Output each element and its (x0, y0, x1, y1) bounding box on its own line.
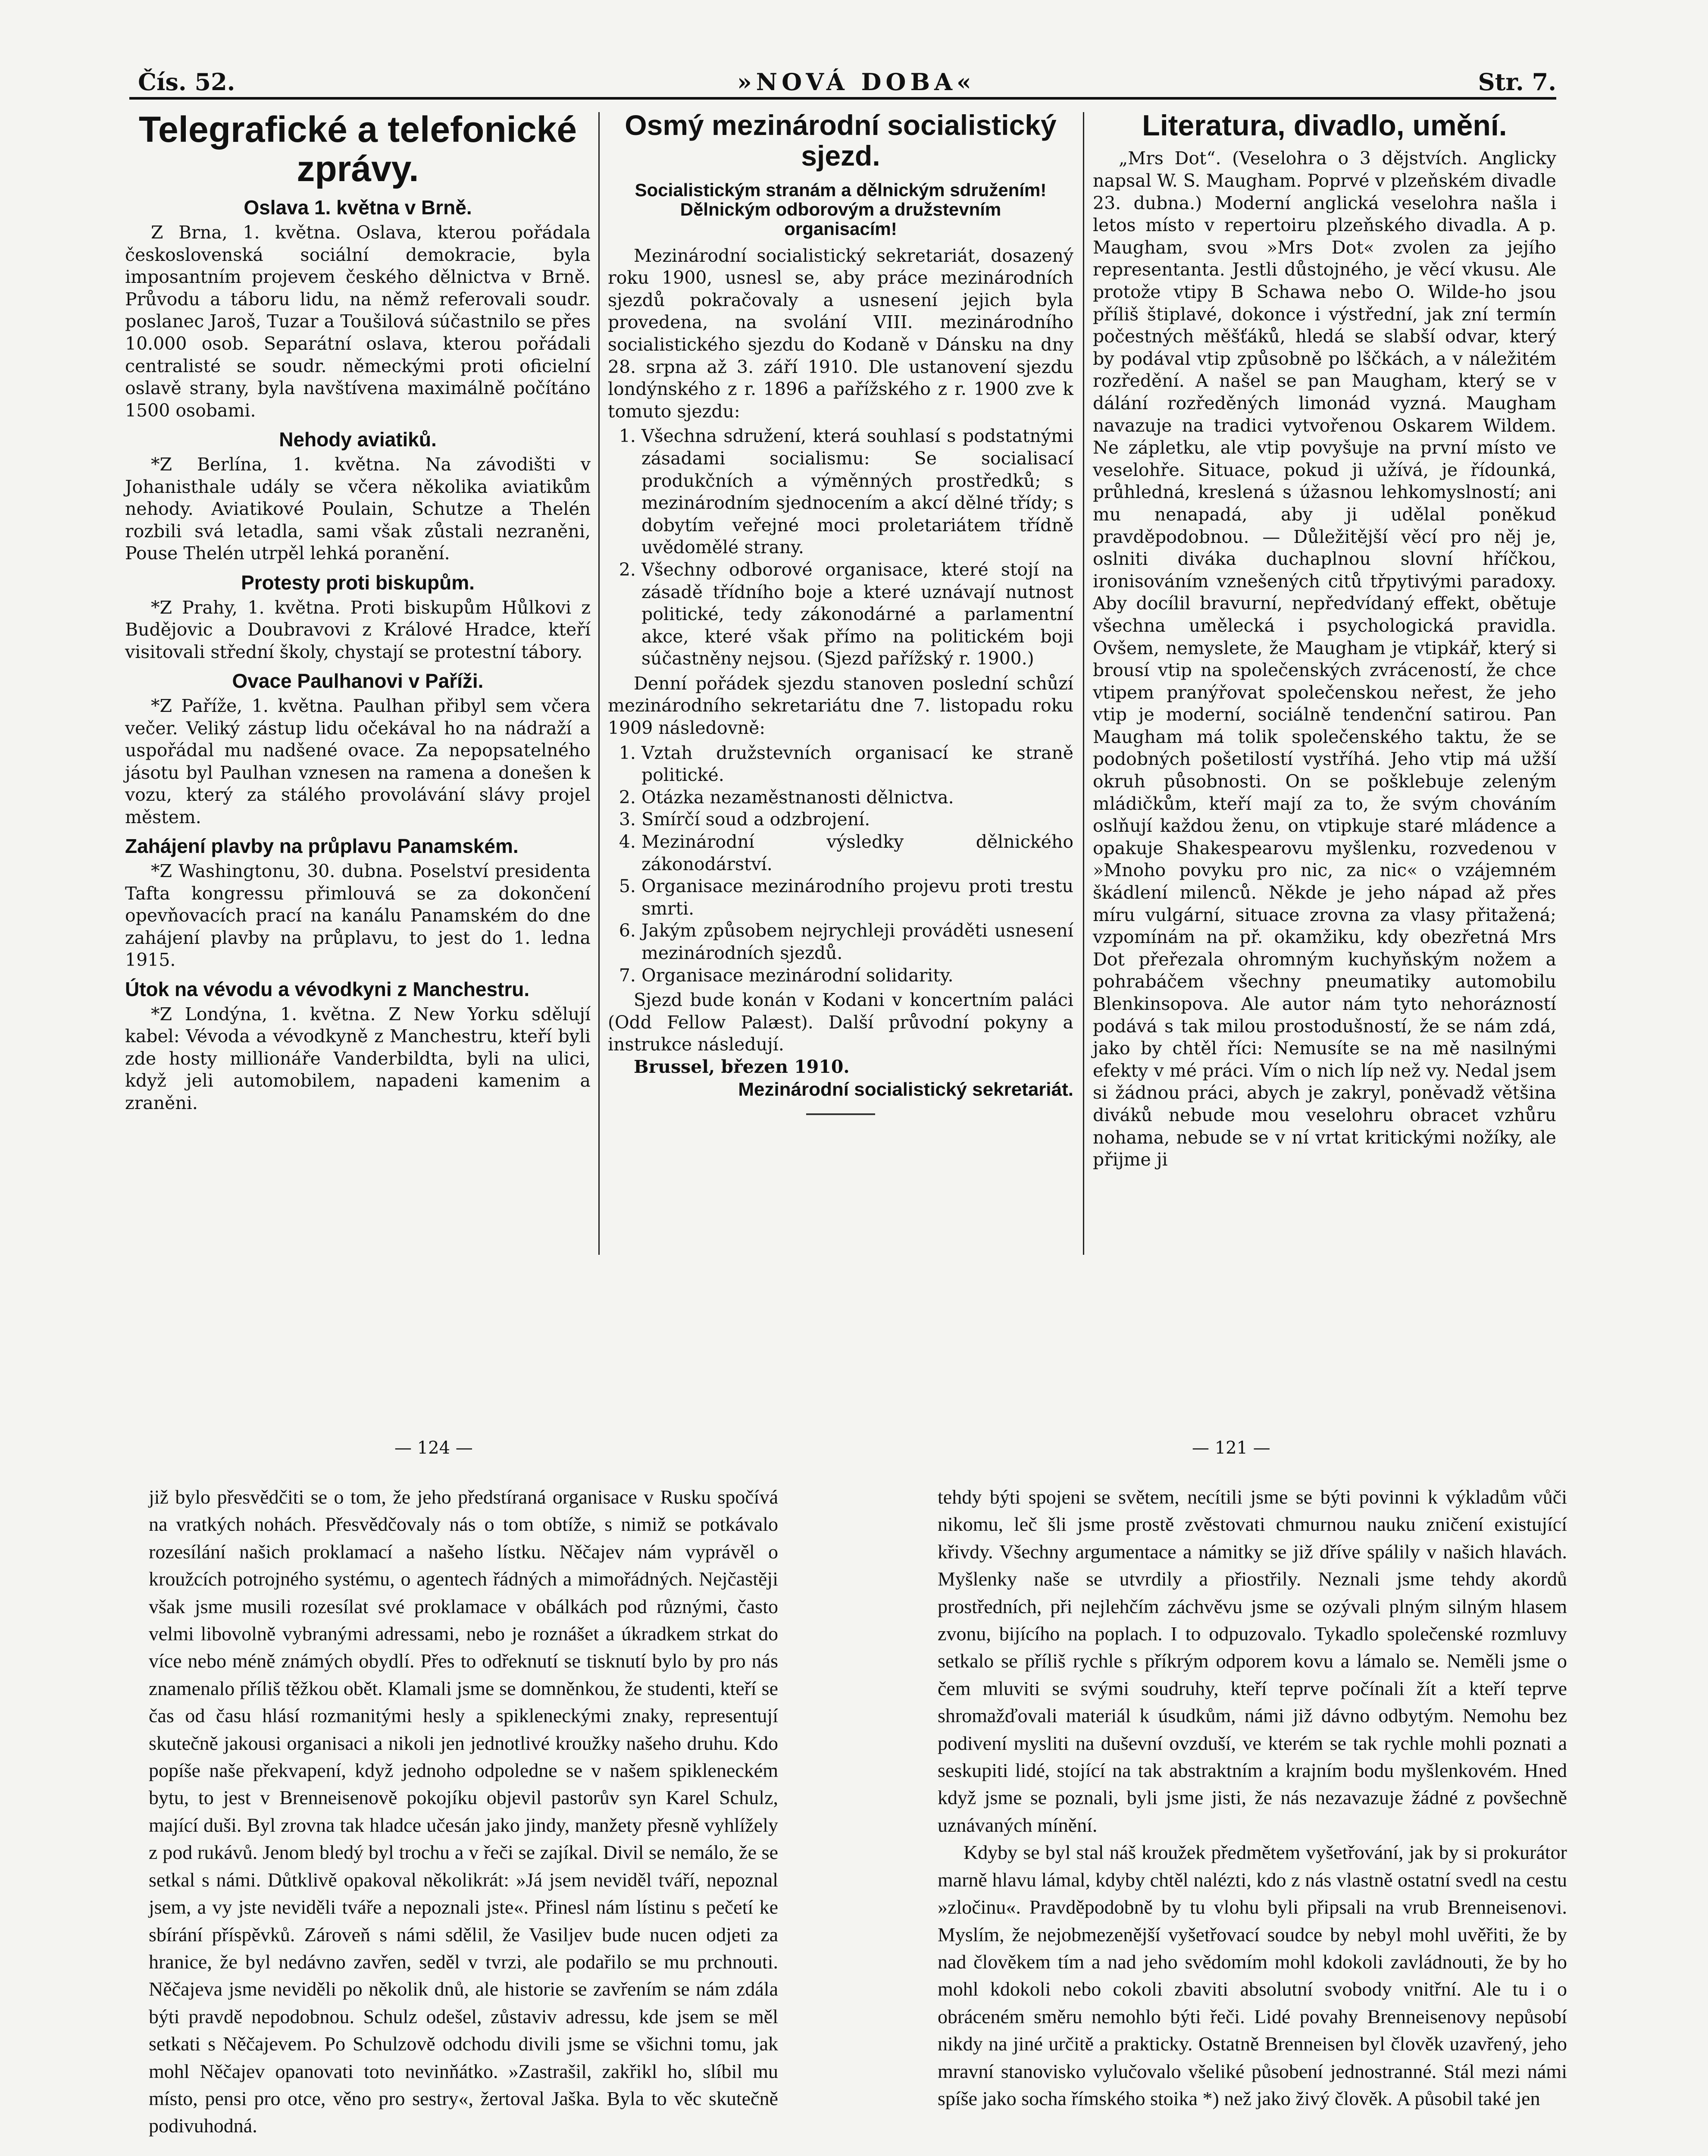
right-folio: — 121 — (1192, 1438, 1270, 1458)
list-item: 5. Organisace mezinárodního projevu proti trestu smrti. (641, 875, 1073, 920)
news-body: *Z Washingtonu, 30. dubna. Poselství presidenta Tafta kongressu přimlouvá se za dokončení opevňovacích prací na kanálu Panamském do dne zahájení plavby na průplavu, to jest do 1. ledna 1915. (125, 861, 591, 971)
news-title: Nehody aviatiků. (279, 428, 437, 451)
news-title: Útok na vévodu a vévodkyni z Manchestru. (125, 978, 530, 1001)
book-paragraph: tehdy býti spojeni se světem, necítili jsme se býti povinni k výkladům vůči nikomu, leč šli jsme prostě zvěstovati chmurnou nauku zničení existující křivdy. Všechny argumentace a námitky se již dříve spálily v našich hlavách. Myšlenky naše se utvrdily a přiostřily. Neznali jsme tehdy akordů prostředních, při nejlehčím záchvěvu jsme se ozývali plným silným hlasem zvonu, bijícího na poplach. I to odpuzovalo. Tykadlo společenské rozmluvy setkalo se příliš rychle s příkrým odporem kovu a lámalo se. Neměli jsme o čem mluviti se svými soudruhy, kteří teprve počínali žít a kteří teprve shromažďovali materiál k úsudkům, námi již dávno odbytým. Nemohu bez podivení mysliti na duševní ovzduší, ve kterém se tak rychle mohli poznati a seskupiti lidé, stojící na tak abstraktním a krajním bodu myšlenkovém. Hned když jsme se poznali, byli jsme jisti, že nás nezavazuje žádné z povšechně uznávaných mínění. (938, 1486, 1567, 1836)
column-telegrams (125, 110, 591, 1115)
list-item: 4. Mezinárodní výsledky dělnického zákonodárství. (641, 831, 1073, 875)
news-body: *Z Paříže, 1. května. Paulhan přibyl sem včera večer. Veliký zástup lidu očekával ho na nádraží a uspořádal mu nadšené ovace. Za nepopsatelného jásotu byl Paulhan vznesen na ramena a donešen k vozu, který za stálého provolávání slávy projel městem. (125, 695, 591, 827)
book-paragraph: Kdyby se byl stal náš kroužek předmětem vyšetřování, jak by si prokurátor marně hlavu lámal, kdyby chtěl nalézti, kdo z nás vlastně ostatní svedl na cestu »zločinu«. Pravděpodobně by tu vlohu byli připsali na vrub Brenneisenovi. Myslím, že nejobmezenější vyšetřovací soudce by nebyl mohl uvěřiti, že by nad člověkem tím a nad jeho svědomím mohl kdokoli zavládnouti, že by ho mohl kdokoli nebo cokoli zbaviti absolutní svobody vnitřní. Ale tu i o obráceném směru nemohlo býti řeči. Lidé povahy Brenneisenovy nepůsobí nikdy na jiné určitě a prakticky. Ostatně Brenneisen byl člověk uzavřený, jeho mravní stanovisko vylučovalo všeliké působení jednostranné. Stál mezi námi spíše jako socha římského stoika *) než jako živý člověk. A působil také jen (938, 1841, 1567, 2109)
list-item: 3. Smírčí soud a odzbrojení. (641, 808, 1073, 831)
masthead: »NOVÁ DOBA« (737, 68, 976, 96)
literature-heading: Literatura, divadlo, umění. (1142, 109, 1507, 142)
list-item: 7. Organisace mezinárodní solidarity. (641, 965, 1073, 987)
column-congress (608, 110, 1073, 1115)
place-date: Brussel, březen 1910. (634, 1056, 850, 1077)
invitee-list (608, 425, 1073, 670)
news-body: *Z Berlína, 1. května. Na závodišti v Johanisthale udály se včera několika aviatikům nehody. Aviatikové Poulain, Schutze a Thelén rozbili svá letadla, sami však zůstali nezraněni, Pouse Thelén utrpěl lehká poranění. (125, 454, 591, 564)
header-rule (129, 97, 1556, 100)
book-paragraph: již bylo přesvědčiti se o tom, že jeho předstíraná organisace v Rusku spočívá na vratkých nohách. Přesvědčovaly nás o tom obtíže, s nimiž se potkávalo rozesílání našich proklamací a našeho lístku. Něčajev nám vyprávěl o kroužcích potrojného systému, o agentech řádných a mimořádných. Nejčastěji však jsme musili rozesílat své proklamace v obálkách pod různými, často velmi libovolně vybranými adressami, nebo je roznášet a úkradkem strkat do více nebo méně známých obydlí. Přes to odřeknutí se tisknutí bylo by pro nás znamenalo příliš těžkou obět. Klamali jsme se domněnkou, že studenti, kteří se čas od času hlásí rozmanitými hesly a spikleneckými znaky, representují skutečně jakousi organisaci a nikoli jen jednotlivé kroužky našeho druhu. Kdo popíše naše překvapení, když jednoho odpoledne se v našem spikleneckém bytu, to jest v Brenneisenově pokojíku objevil pastorův syn Karel Schulz, mající duši. Byl zrovna tak hladce učesán jako jindy, manžety přesně vyhlížely z pod rukávů. Jenom bledý byl trochu a v řeči se zajíkal. Divil se nemálo, že se setkal s námi. Důtklivě opakoval několikrát: »Já jsem neviděl tváří, nepoznal jsem, a vy jste neviděli tváře a nepoznali jste«. Přinesl nám lístinu s pečetí ke sbírání příspěvků. Zároveň s námi sdělil, že Vasiljev bude nucen odjeti za hranice, že byl nedávno zavřen, seděl v tvrzi, ale podařilo se mu prchnouti. Něčajeva jsme neviděli po několik dnů, ale historie se zavřením se nám zdála býti pravdě nepodobnou. Schulz odešel, zůstaviv adressu, kde jsem se měl setkati s Něčajevem. Po Schulzově odchodu divili jsme se všichni tomu, jak mohl Něčajev opanovati toto nevinňátko. »Zastrašil, zakřikl ho, slíbil mu místo, pensi pro otce, věno pro sestry«, žertoval Jaška. Byla to věc skutečně podivuhodná. (149, 1486, 778, 2137)
news-body: Z Brna, 1. května. Oslava, kterou pořádala československá sociální demokracie, byla imposantním projevem českého dělnictva v Brně. Průvodu a táboru lidu, na němž referovali soudr. poslanec Jaroš, Tuzar a Toušilová súčastnilo se přes 10.000 osob. Separátní oslava, kterou pořádali centralisté se soudr. německými proti oficielní oslavě strany, byla navštívena maximálně počítáno 1500 osobami. (125, 222, 591, 421)
news-body: *Z Prahy, 1. května. Proti biskupům Hůlkovi z Budějovic a Doubravovi z Králové Hradce, kteří visitovali střední školy, chystají se protestní tábory. (125, 597, 591, 662)
news-title: Ovace Paulhanovi v Paříži. (232, 670, 484, 693)
congress-heading: Osmý mezinárodní socialistický sjezd. (625, 109, 1057, 172)
list-item: 6. Jakým způsobem nejrychleji prováděti usnesení mezinárodních sjezdů. (641, 920, 1073, 964)
agenda-list (608, 742, 1073, 987)
list-item: 1. Vztah družstevních organisací ke straně politické. (641, 742, 1073, 787)
list-item: 2. Otázka nezaměstnanosti dělnictva. (641, 787, 1073, 809)
page-label: Str. 7. (1478, 68, 1556, 96)
signature: Mezinárodní socialistický sekretariát. (738, 1078, 1073, 1100)
left-folio: — 124 — (394, 1438, 473, 1458)
congress-closing: Sjezd bude konán v Kodani v koncertním paláci (Odd Fellow Palæst). Další průvodní pokyny a instrukce následují. (608, 990, 1073, 1055)
news-body: *Z Londýna, 1. května. Z New Yorku sdělují kabel: Vévoda a vévodkyně z Manchestru, kteří byli zde hosty millionáře Vanderbildta, byli na ulici, když jeli automobilem, napadeni kamenim a zraněni. (125, 1003, 591, 1113)
agenda-intro: Denní pořádek sjezdu stanoven poslední schůzí mezinárodního sekretariátu dne 7. listopadu roku 1909 následovně: (608, 673, 1073, 739)
column-divider (598, 112, 600, 1255)
news-title: Zahájení plavby na průplavu Panamském. (125, 835, 519, 858)
list-item: 1. Všechna sdružení, která souhlasí s podstatnými zásadami socialismu: Se socialisací produkčních a výměnných prostředků; s mezinárodním sjednocením a akcí dělné třídy; s dobytím veřejné moci proletariátem třídně uvědomělé strany. (641, 425, 1073, 559)
news-title: Protesty proti biskupům. (241, 571, 475, 594)
section-end-rule (806, 1113, 875, 1115)
congress-intro: Mezinárodní socialistický sekretariát, dosazený roku 1900, usnesl se, aby práce mezinárodních sjezdů pokračovaly a usnesení jejich byla provedena, na svolání VIII. mezinárodního socialistického sjezdu do Kodaně v Dánsku na dny 28. srpna až 3. září 1910. Dle ustanovení sjezdu londýnského z r. 1896 a pařížského z r. 1900 zve k tomuto sjezdu: (608, 245, 1073, 422)
column-literature (1093, 110, 1556, 1171)
news-title: Oslava 1. května v Brně. (244, 196, 472, 219)
running-header (138, 65, 1556, 99)
congress-subheading: Socialistickým stranám a dělnickým sdružením! Dělnickým odborovým a družstevním organisacím! (635, 179, 1047, 239)
telegrams-heading: Telegrafické a telefonické zprávy. (138, 109, 577, 189)
review-body: „Mrs Dot“. (Veselohra o 3 dějstvích. Anglicky napsal W. S. Maugham. Poprvé v plzeňském divadle 23. dubna.) Moderní anglická veselohra našla i letos místo v repertoiru plzeňského divadla. A p. Maugham, svou »Mrs Dot« zvolen za jejího representanta. Jestli důstojného, je věcí vkusu. Ale protože vtipy B Schawa nebo O. Wilde-ho jsou příliš štiplavé, dokonce i výstřední, jak zní termín počestných měšťáků, hledá se slabší odvar, který by podával vtip způsobně po lščkách, a v náležitém rozředění. A našel se pan Maugham, který se v dálání rozředěných limonád vyzná. Maugham navazuje na tradici vytvořenou Oskarem Wildem. Ne zápletku, ale vtip povyšuje na první místo ve veselohře. Situace, pokud ji užívá, je řídounká, průhledná, kreslená s úžasnou lehkomyslností; ani mu nenapadá, aby ji udělal poněkud pravděpodobnou. — Důležitější věcí pro něj je, oslniti diváka duchaplnou slovní hříčkou, ironisováním vznešených citů třpytivými paradoxy. Aby docílil bravurní, nepředvídaný effekt, obětuje všechna umělecká i psychologická pravidla. Ovšem, nemyslete, že Maugham je vtipkář, který si brousí vtip na společenských zvráceností, že chce vtipem pranýřovat společenskou neřest, že jeho vtip je moderní, sociálně tendenční satirou. Pan Maugham má tolik společenského taktu, že se podobných pošetilostí vystříhá. Jeho vtip má užší okruh působnosti. On se pošklebuje zeleným mládičkům, kteří mají za to, že svým chováním oslňují každou ženu, on vtipkuje staré mládence a opakuje Shakespearovu myšlenku, rozvedenou v »Mnoho povyku pro nic, za nic« o vzájemném škádlení milenců. Někde je jeho nápad až přes míru vulgární, situace zrovna za vlasy přitažená; vzpomínám na př. okamžiku, kdy obezřetná Mrs Dot přeřezala ohromným kuchyňským nožem a pohrabáčem všechny pneumatiky automobilu Blenkinsopova. Ale autor nám tyto nehorázností podává s tak milou prostodušností, že se nám zdá, jako by chtěl říci: Nemusíte se na mě nasilnými efekty v mé práci. Vím o nich líp než vy. Nedal jsem si žádnou práci, abych je zakryl, poněvadž většina diváků nebude mou veselohru obracet vzhůru nohama, nebude se v ní vrtat kritickými nožíky, ale přijme ji (1093, 148, 1556, 1170)
book-right-page (938, 1483, 1567, 2112)
issue-number: Čís. 52. (138, 68, 235, 96)
list-item: 2. Všechny odborové organisace, které stojí na zásadě třídního boje a které uznávají nutnost politické, tedy zákonodárné a parlamentní akce, které však přímo na politickém boji súčastněny nejsou. (Sjezd pařížský r. 1900.) (641, 559, 1073, 670)
book-left-page (149, 1483, 778, 2140)
column-divider (1083, 112, 1084, 1255)
